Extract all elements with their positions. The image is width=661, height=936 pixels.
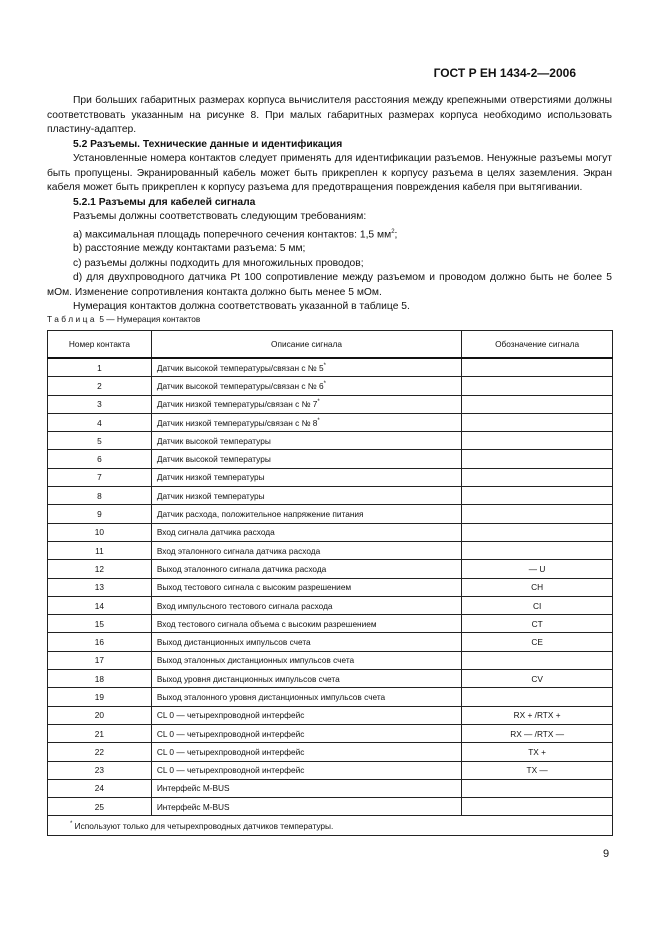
- table-row: [48, 615, 613, 633]
- paragraph: Нумерация контактов должна соответствовать указанной в таблице 5.: [73, 301, 410, 313]
- table-row: [48, 706, 613, 724]
- signal-designation: RX + /RTX +: [462, 706, 613, 724]
- contact-number: 3: [48, 395, 152, 413]
- signal-designation: [462, 688, 613, 706]
- contacts-table: [47, 330, 613, 836]
- signal-designation: CI: [462, 596, 613, 614]
- contact-number: 20: [48, 706, 152, 724]
- contact-number: 14: [48, 596, 152, 614]
- contact-number: 4: [48, 413, 152, 431]
- signal-designation: [462, 779, 613, 797]
- signal-description: CL 0 — четырехпроводной интерфейс: [151, 724, 461, 742]
- signal-designation: [462, 487, 613, 505]
- table-row: [48, 761, 613, 779]
- signal-description: Выход эталонного сигнала датчика расхода: [151, 560, 461, 578]
- contact-number: 25: [48, 798, 152, 816]
- contact-number: 22: [48, 743, 152, 761]
- subsection-heading: 5.2.1 Разъемы для кабелей сигнала: [73, 196, 256, 208]
- table-row: [48, 651, 613, 669]
- signal-description: Интерфейс M-BUS: [151, 779, 461, 797]
- signal-description: Выход эталонных дистанционных импульсов счета: [151, 651, 461, 669]
- table-row: [48, 505, 613, 523]
- table-footnote: * Используют только для четырехпроводных датчиков температуры.: [48, 816, 613, 836]
- paragraph: Разъемы должны соответствовать следующим требованиям:: [73, 211, 367, 222]
- table-row: [48, 743, 613, 761]
- contact-number: 12: [48, 560, 152, 578]
- signal-designation: CE: [462, 633, 613, 651]
- table-row: [48, 560, 613, 578]
- signal-description: Вход сигнала датчика расхода: [151, 523, 461, 541]
- signal-description: Выход дистанционных импульсов счета: [151, 633, 461, 651]
- contact-number: 7: [48, 468, 152, 486]
- signal-description: Выход тестового сигнала с высоким разрешением: [151, 578, 461, 596]
- signal-designation: TX —: [462, 761, 613, 779]
- contact-number: 23: [48, 761, 152, 779]
- signal-designation: CH: [462, 578, 613, 596]
- signal-designation: [462, 798, 613, 816]
- contact-number: 6: [48, 450, 152, 468]
- table-row: [48, 670, 613, 688]
- signal-description: Вход эталонного сигнала датчика расхода: [151, 541, 461, 559]
- signal-designation: CV: [462, 670, 613, 688]
- table-row: [48, 596, 613, 614]
- signal-designation: [462, 505, 613, 523]
- table-row: [48, 377, 613, 395]
- signal-designation: [462, 541, 613, 559]
- signal-description: Вход импульсного тестового сигнала расхода: [151, 596, 461, 614]
- list-item: d) для двухпроводного датчика Pt 100 сопротивление между разъемом и проводом должно быть не более 5 мОм. Изменение сопротивления контакта должно быть менее 5 мОм.: [47, 272, 612, 298]
- column-header: Описание сигнала: [151, 331, 461, 359]
- list-item: c) разъемы должны подходить для многожильных проводов;: [73, 257, 364, 269]
- paragraph: При больших габаритных размерах корпуса вычислителя расстояния между крепежными отверстиями должны соответствовать указанным на рисунке 8. При малых габаритных размерах корпуса необходимо использовать пластину-адаптер.: [47, 95, 612, 135]
- table-row: [48, 541, 613, 559]
- table-row: [48, 413, 613, 431]
- signal-designation: [462, 523, 613, 541]
- contact-number: 5: [48, 432, 152, 450]
- signal-description: Датчик высокой температуры/связан с № 5*: [151, 358, 461, 377]
- signal-description: Выход эталонного уровня дистанционных импульсов счета: [151, 688, 461, 706]
- body-text: [47, 94, 612, 315]
- signal-designation: — U: [462, 560, 613, 578]
- signal-description: CL 0 — четырехпроводной интерфейс: [151, 706, 461, 724]
- section-heading: 5.2 Разъемы. Технические данные и идентификация: [73, 138, 343, 150]
- signal-description: Интерфейс M-BUS: [151, 798, 461, 816]
- signal-designation: [462, 377, 613, 395]
- signal-description: Датчик низкой температуры/связан с № 7*: [151, 395, 461, 413]
- signal-designation: TX +: [462, 743, 613, 761]
- list-item: b) расстояние между контактами разъема: 5 мм;: [73, 243, 306, 255]
- table-caption: Таблица 5 — Нумерация контактов: [47, 314, 201, 324]
- signal-description: Датчик расхода, положительное напряжение питания: [151, 505, 461, 523]
- contact-number: 17: [48, 651, 152, 669]
- signal-description: CL 0 — четырехпроводной интерфейс: [151, 743, 461, 761]
- list-item: а) максимальная площадь поперечного сечения контактов: 1,5 $мм^2$;: [73, 228, 398, 240]
- signal-designation: [462, 358, 613, 377]
- table-row: [48, 578, 613, 596]
- signal-description: Датчик низкой температуры: [151, 487, 461, 505]
- contact-number: 13: [48, 578, 152, 596]
- paragraph: Установленные номера контактов следует применять для идентификации разъемов. Ненужные разъемы могут быть пропущены. Экранированный кабель может быть прикреплен к корпусу разъема в целях заземления. Экран кабеля может быть прикреплен к корпусу разъема для предотвращения повреждения кабеля при вытягивании.: [47, 153, 612, 193]
- contact-number: 24: [48, 779, 152, 797]
- page-number: 9: [603, 848, 610, 860]
- signal-designation: RX — /RTX —: [462, 724, 613, 742]
- contact-number: 19: [48, 688, 152, 706]
- contact-number: 21: [48, 724, 152, 742]
- table-row: [48, 432, 613, 450]
- table-row: [48, 798, 613, 816]
- signal-description: CL 0 — четырехпроводной интерфейс: [151, 761, 461, 779]
- table-row: [48, 523, 613, 541]
- table-row: [48, 468, 613, 486]
- signal-description: Датчик низкой температуры: [151, 468, 461, 486]
- column-header: Обозначение сигнала: [462, 331, 613, 359]
- signal-designation: [462, 468, 613, 486]
- table-row: [48, 358, 613, 377]
- signal-description: Датчик высокой температуры/связан с № 6*: [151, 377, 461, 395]
- contact-number: 9: [48, 505, 152, 523]
- table-row: [48, 724, 613, 742]
- signal-designation: [462, 651, 613, 669]
- table-row: [48, 688, 613, 706]
- contact-number: 18: [48, 670, 152, 688]
- contact-number: 15: [48, 615, 152, 633]
- signal-designation: [462, 413, 613, 431]
- contact-number: 16: [48, 633, 152, 651]
- table-row: [48, 395, 613, 413]
- signal-designation: [462, 395, 613, 413]
- signal-designation: [462, 450, 613, 468]
- table-row: [48, 633, 613, 651]
- signal-description: Датчик высокой температуры: [151, 450, 461, 468]
- signal-description: Датчик низкой температуры/связан с № 8*: [151, 413, 461, 431]
- contact-number: 1: [48, 358, 152, 377]
- signal-designation: [462, 432, 613, 450]
- contact-number: 11: [48, 541, 152, 559]
- column-header: Номер контакта: [48, 331, 152, 359]
- signal-description: Вход тестового сигнала объема с высоким разрешением: [151, 615, 461, 633]
- signal-description: Выход уровня дистанционных импульсов счета: [151, 670, 461, 688]
- document-code: ГОСТ Р ЕН 1434-2—2006: [433, 66, 576, 80]
- signal-designation: CT: [462, 615, 613, 633]
- signal-description: Датчик высокой температуры: [151, 432, 461, 450]
- contact-number: 2: [48, 377, 152, 395]
- table-row: [48, 779, 613, 797]
- contact-number: 8: [48, 487, 152, 505]
- table-row: [48, 450, 613, 468]
- contact-number: 10: [48, 523, 152, 541]
- table-row: [48, 487, 613, 505]
